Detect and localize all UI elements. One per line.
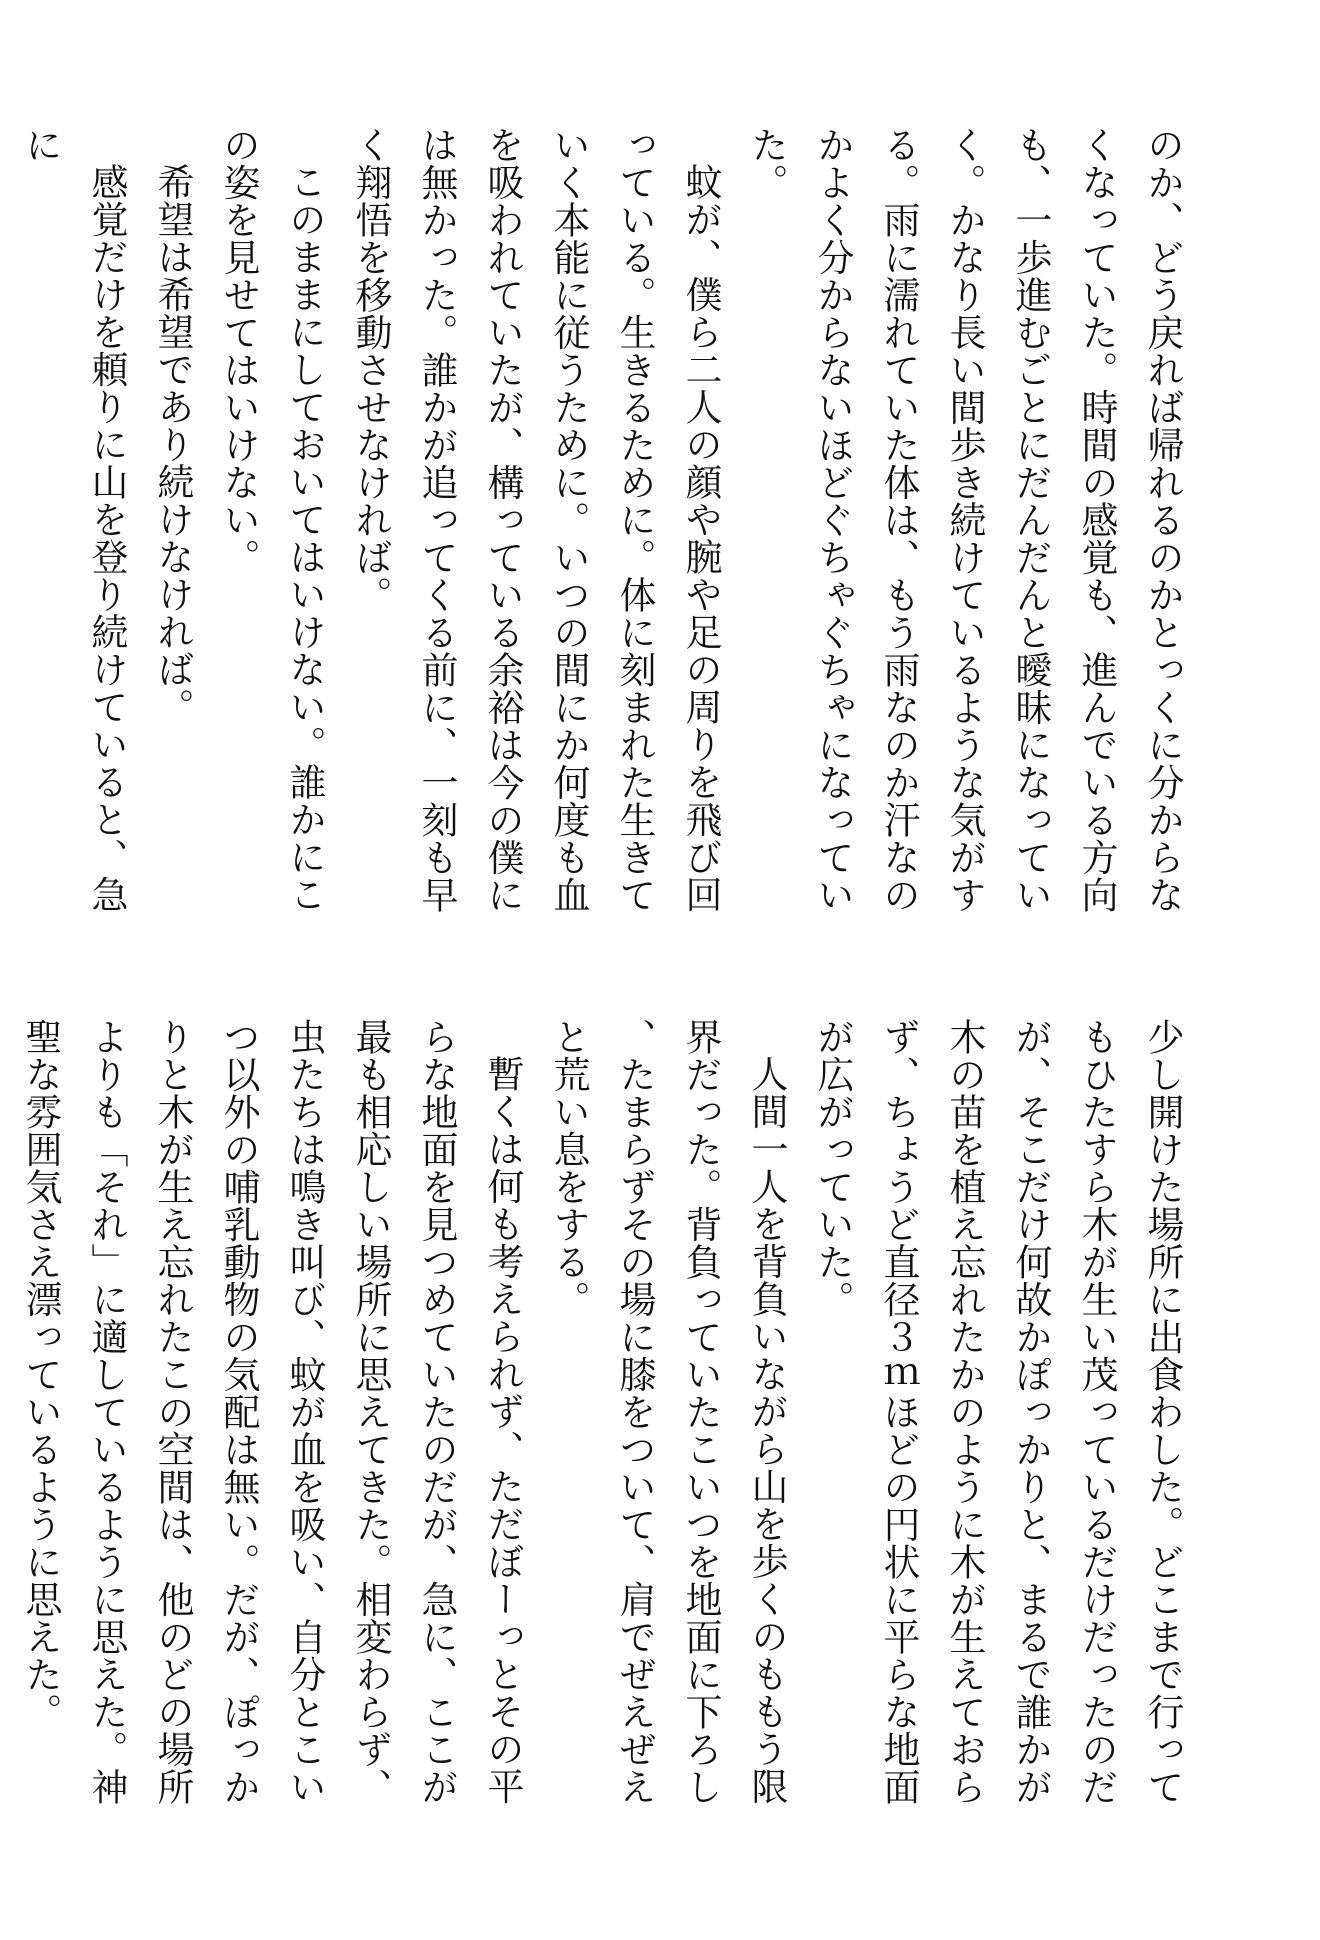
paragraph-climbing: 感覚だけを頼りに山を登り続けていると、急に bbox=[19, 126, 128, 913]
paragraph-lost-direction: のか、どう戻れば帰れるのかとっくに分からなくなっていた。時間の感覚も、進んでいる方向も、一歩進むごとにだんだんと曖昧になっていく。かなり長い間歩き続けているような気がする。雨に濡れていた体は、もう雨なのか汗なのかよく分からないほどぐちゃぐちゃになっていた。 bbox=[745, 126, 1184, 914]
paragraph-mosquitoes: 蚊が、僕ら二人の顔や腕や足の周りを飛び回っている。生きるために。体に刻まれた生きていく本能に従うために。いつの間にか何度も血を吸われていたが、構っている余裕は今の僕には無かった。誰かが追ってくる前に、一刻も早く翔悟を移動させなければ。 bbox=[349, 126, 722, 914]
paragraph-dont-leave: このままにしておいてはいけない。誰かにこの姿を見せてはいけない。 bbox=[217, 126, 326, 913]
paragraph-clearing: 少し開けた場所に出食わした。どこまで行ってもひたすら木が生い茂っているだけだったのだが、そこだけ何故かぽっかりと、まるで誰かが木の苗を植え忘れたかのように木が生えておらず、ちょうど直径３ｍほどの円状に平らな地面が広がっていた。 bbox=[811, 1018, 1184, 1806]
paragraph-hope: 希望は希望であり続けなければ。 bbox=[151, 163, 194, 726]
paragraph-sacred-place: 暫くは何も考えられず、ただぼーっとその平らな地面を見つめていたのだが、急に、ここが最も相応しい場所に思えてきた。相変わらず、虫たちは鳴き叫び、蚊が血を吸い、自分とこいつ以外の哺乳動物の気配は無い。だが、ぽっかりと木が生え忘れたこの空間は、他のどの場所よりも「それ」に適しているように思えた。神聖な雰囲気さえ漂っているように思えた。 bbox=[19, 1018, 524, 1806]
paragraph-exhausted: 人間一人を背負いながら山を歩くのももう限界だった。背負っていたこいつを地面に下ろし、たまらずその場に膝をついて、肩でぜえぜえと荒い息をする。 bbox=[547, 1018, 788, 1806]
upper-text-block bbox=[19, 126, 1195, 916]
lower-text-block bbox=[19, 1018, 1195, 1808]
